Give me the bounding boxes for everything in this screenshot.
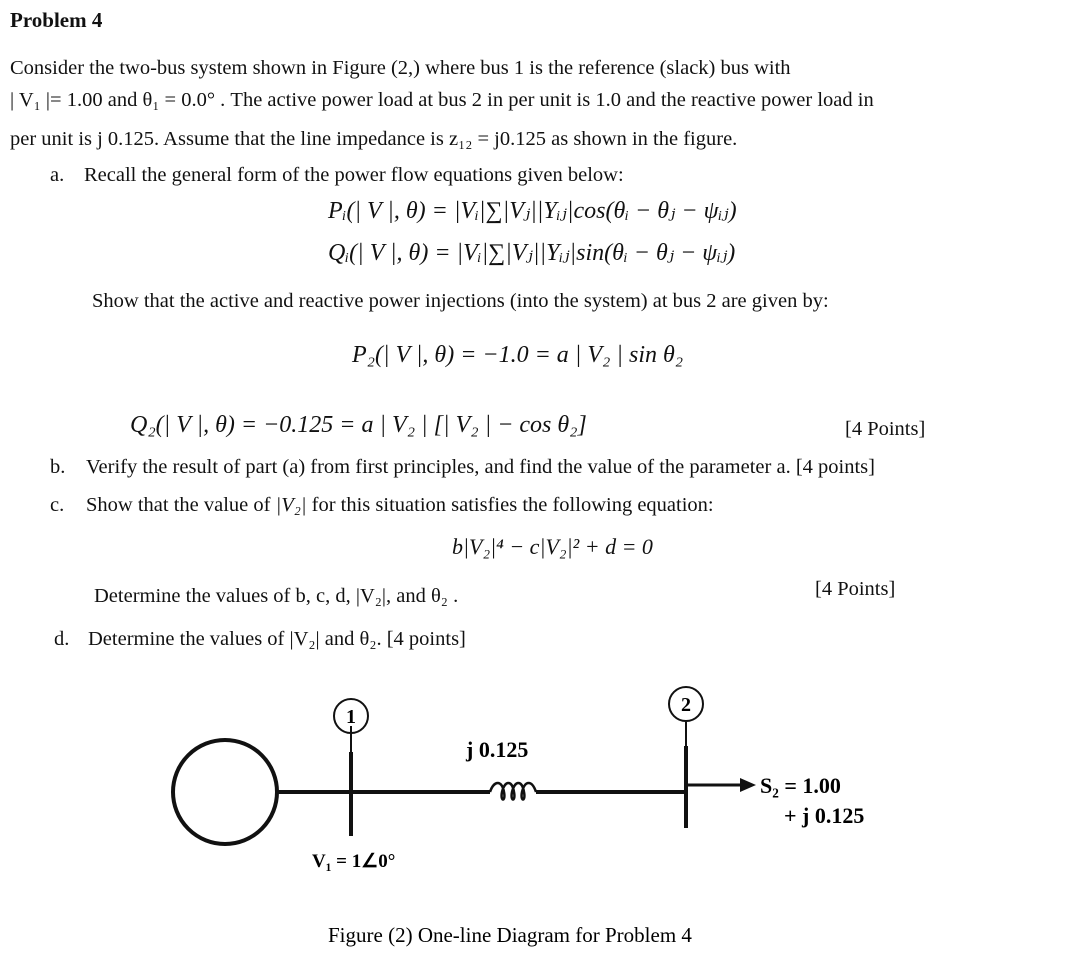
part-a-label: a. xyxy=(50,164,65,186)
part-a-show-text: Show that the active and reactive power injections (into the system) at bus 2 are given by: xyxy=(92,290,829,312)
intro-line-3: per unit is j 0.125. Assume that the line impedance is z₁₂ = j0.125 as shown in the figure. xyxy=(10,128,738,150)
part-c-v2: |V₂| xyxy=(275,494,307,516)
s2-label-line2: + j 0.125 xyxy=(784,803,865,828)
load-arrow-icon xyxy=(740,778,756,792)
v1-label: V₁ = 1∠0° xyxy=(312,851,396,872)
part-c-text-before: Show that the value of xyxy=(86,494,271,516)
part-c-determine: Determine the values of b, c, d, |V₂|, and θ₂ . xyxy=(94,585,459,607)
part-c-text xyxy=(86,494,714,517)
generator-symbol xyxy=(173,740,277,844)
bus2-number: 2 xyxy=(681,694,691,716)
bus1-number: 1 xyxy=(346,706,356,728)
figure-caption: Figure (2) One-line Diagram for Problem 4 xyxy=(328,923,692,947)
intro-line-1: Consider the two-bus system shown in Figure (2,) where bus 1 is the reference (slack) bus with xyxy=(10,57,791,79)
part-a-text: Recall the general form of the power flow equations given below: xyxy=(84,164,624,186)
part-b-label: b. xyxy=(50,456,66,478)
part-c-points: [4 Points] xyxy=(815,578,896,600)
one-line-diagram xyxy=(0,660,1070,973)
part-d-label: d. xyxy=(54,628,70,650)
bus2-reactive-eq: Q₂(| V |, θ) = −0.125 = a | V₂ | [| V₂ | − cos θ₂] xyxy=(130,412,587,438)
problem-title: Problem 4 xyxy=(10,8,103,32)
part-c-label: c. xyxy=(50,494,65,516)
part-c-text-after: for this situation satisfies the following equation: xyxy=(311,494,714,516)
part-d-text: Determine the values of |V₂| and θ₂. [4 points] xyxy=(88,628,466,650)
impedance-coil-icon xyxy=(490,783,536,800)
quartic-equation: b|V₂|⁴ − c|V₂|² + d = 0 xyxy=(452,534,653,559)
s2-label-line1: S₂ = 1.00 xyxy=(760,773,841,798)
power-flow-eq-q: Qᵢ(| V |, θ) = |Vᵢ|∑|Vⱼ||Yᵢⱼ|sin(θᵢ − θⱼ − ψᵢⱼ) xyxy=(328,240,736,266)
part-b-text: Verify the result of part (a) from first principles, and find the value of the parameter a. [4 points] xyxy=(86,456,875,478)
power-flow-eq-p: Pᵢ(| V |, θ) = |Vᵢ|∑|Vⱼ||Yᵢⱼ|cos(θᵢ − θⱼ − ψᵢⱼ) xyxy=(328,198,737,224)
impedance-label: j 0.125 xyxy=(466,737,529,762)
part-a-points: [4 Points] xyxy=(845,418,926,440)
bus2-active-eq: P₂(| V |, θ) = −1.0 = a | V₂ | sin θ₂ xyxy=(352,342,684,368)
intro-line-2: | V₁ |= 1.00 and θ₁ = 0.0° . The active power load at bus 2 in per unit is 1.0 and the reactive power load in xyxy=(10,89,874,111)
